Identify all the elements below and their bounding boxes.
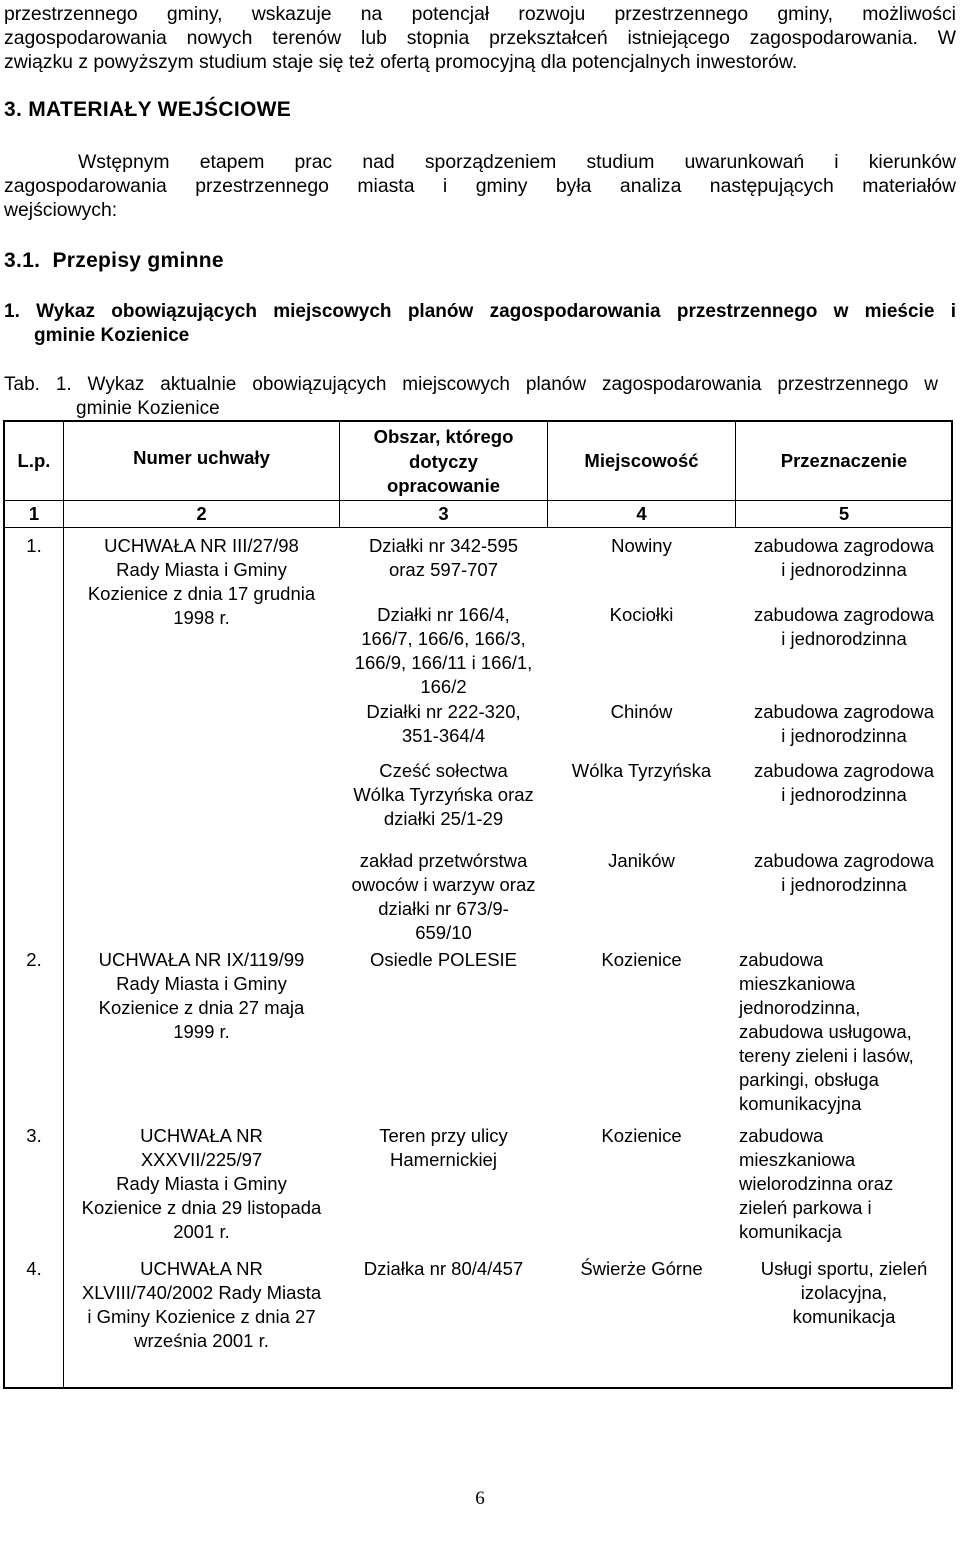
column-number: 5 (838, 503, 850, 524)
row-1c-area-line-1: Działki nr 222-320, (366, 701, 521, 722)
row-2-purpose-line-5: tereny zieleni i lasów, (739, 1045, 914, 1066)
row-3-locality: Kozienice (601, 1125, 682, 1146)
row-4-purpose-line-2: izolacyjna, (800, 1282, 888, 1303)
row-1e-purpose-line-1: zabudowa zagrodowa (754, 850, 934, 871)
row-1a-purpose-line-2: i jednorodzinna (781, 559, 907, 580)
row-1a-area-line-2: oraz 597-707 (388, 559, 499, 580)
row-1a-purpose-line-1: zabudowa zagrodowa (754, 535, 934, 556)
row-1d-purpose-line-2: i jednorodzinna (781, 784, 907, 805)
row-1b-purpose-line-1: zabudowa zagrodowa (754, 604, 934, 625)
row-2-locality: Kozienice (601, 949, 682, 970)
row-3-purpose-line-1: zabudowa (739, 1125, 824, 1146)
row-2-purpose-line-6: parkingi, obsługa (739, 1069, 879, 1090)
header-obszar-line-2: dotyczy (409, 451, 478, 472)
row-4-lp: 4. (26, 1258, 42, 1279)
row-2-purpose-line-1: zabudowa (739, 949, 824, 970)
row-3-resolution-line-4: Kozienice z dnia 29 listopada (81, 1197, 322, 1218)
header-obszar-line-1: Obszar, którego (373, 426, 514, 447)
row-1b-purpose-line-2: i jednorodzinna (781, 628, 907, 649)
row-1b-area-line-2: 166/7, 166/6, 166/3, (361, 628, 526, 649)
row-4-resolution-line-2: XLVIII/740/2002 Rady Miasta (81, 1282, 322, 1303)
row-2-resolution-line-1: UCHWAŁA NR IX/119/99 (98, 949, 305, 970)
row-4-resolution-line-1: UCHWAŁA NR (140, 1258, 263, 1279)
row-4-area: Działka nr 80/4/457 (363, 1258, 524, 1279)
list-item-line-2: gminie Kozienice (34, 325, 190, 346)
section3-line-2: zagospodarowania przestrzennego miasta i gminy była analiza następujących materiałów (4, 175, 956, 197)
row-divider (3, 500, 953, 501)
section-heading: 3. MATERIAŁY WEJŚCIOWE (4, 98, 292, 121)
row-2-lp: 2. (26, 949, 42, 970)
row-2-purpose-line-2: mieszkaniowa (739, 973, 856, 994)
row-2-area: Osiedle POLESIE (369, 949, 518, 970)
row-1b-area-line-3: 166/9, 166/11 i 166/1, (354, 652, 533, 673)
row-1b-area-line-1: Działki nr 166/4, (377, 604, 510, 625)
row-3-purpose-line-3: wielorodzinna oraz (739, 1173, 894, 1194)
intro-line-1: przestrzennego gminy, wskazuje na potencjał rozwoju przestrzennego gminy, możliwości (4, 3, 956, 25)
row-3-purpose-line-4: zieleń parkowa i (739, 1197, 872, 1218)
row-1d-area-line-1: Cześć sołectwa (379, 760, 508, 781)
row-3-area-line-2: Hamernickiej (390, 1149, 497, 1170)
row-1b-locality: Kociołki (609, 604, 674, 625)
table-caption-line-1: Tab. 1. Wykaz aktualnie obowiązujących miejscowych planów zagospodarowania przestrzennego w (4, 374, 938, 395)
header-lp: L.p. (17, 450, 51, 471)
row-1d-purpose-line-1: zabudowa zagrodowa (754, 760, 934, 781)
column-number: 2 (196, 503, 207, 524)
row-1e-area-line-1: zakład przetwórstwa (359, 850, 528, 871)
row-4-purpose-line-1: Usługi sportu, zieleń (760, 1258, 928, 1279)
row-3-lp: 3. (26, 1125, 42, 1146)
row-1c-area-line-2: 351-364/4 (401, 725, 486, 746)
list-item-line-1: 1. Wykaz obowiązujących miejscowych planów zagospodarowania przestrzennego w mieście i (4, 301, 956, 322)
row-1-lp: 1. (26, 535, 42, 556)
row-1d-locality: Wólka Tyrzyńska (571, 760, 712, 781)
subsection-heading: 3.1. Przepisy gminne (4, 249, 224, 272)
row-1e-area-line-3: działki nr 673/9- (378, 898, 509, 919)
row-2-resolution-line-3: Kozienice z dnia 27 maja (98, 997, 305, 1018)
row-1e-area-line-2: owoców i warzyw oraz (351, 874, 536, 895)
row-1-resolution-line-1: UCHWAŁA NR III/27/98 (104, 535, 299, 556)
row-4-locality: Świerże Górne (580, 1258, 703, 1279)
column-number: 3 (438, 503, 449, 524)
header-obszar-line-3: opracowanie (386, 475, 501, 496)
header-miejscowosc: Miejscowość (584, 450, 699, 471)
row-1-resolution-line-3: Kozienice z dnia 17 grudnia (87, 583, 316, 604)
header-przeznaczenie: Przeznaczenie (780, 450, 908, 471)
row-3-resolution-line-2: XXXVII/225/97 (140, 1149, 263, 1170)
row-3-resolution-line-1: UCHWAŁA NR (140, 1125, 263, 1146)
row-2-purpose-line-3: jednorodzinna, (739, 997, 861, 1018)
row-3-resolution-line-3: Rady Miasta i Gminy (116, 1173, 287, 1194)
row-1e-purpose-line-2: i jednorodzinna (781, 874, 907, 895)
section3-line-3: wejściowych: (4, 199, 118, 221)
row-3-purpose-line-5: komunikacja (739, 1221, 842, 1242)
row-4-resolution-line-4: września 2001 r. (134, 1330, 269, 1351)
intro-line-3: związku z powyższym studium staje się też ofertą promocyjną dla potencjalnych inwestorów. (4, 51, 798, 73)
row-3-purpose-line-2: mieszkaniowa (739, 1149, 856, 1170)
row-1a-area-line-1: Działki nr 342-595 (368, 535, 519, 556)
row-2-resolution-line-4: 1999 r. (173, 1021, 230, 1042)
row-1-resolution-line-4: 1998 r. (173, 607, 230, 628)
row-2-purpose-line-4: zabudowa usługowa, (739, 1021, 912, 1042)
row-4-purpose-line-3: komunikacja (792, 1306, 896, 1327)
row-1b-area-line-4: 166/2 (420, 676, 467, 697)
row-2-resolution-line-2: Rady Miasta i Gminy (116, 973, 287, 994)
header-numer-uchwaly: Numer uchwały (133, 447, 270, 468)
row-1d-area-line-3: działki 25/1-29 (383, 808, 504, 829)
row-1e-locality: Janików (608, 850, 675, 871)
row-1c-purpose-line-1: zabudowa zagrodowa (754, 701, 934, 722)
column-number: 4 (636, 503, 647, 524)
row-3-resolution-line-5: 2001 r. (173, 1221, 230, 1242)
row-4-resolution-line-3: i Gminy Kozienice z dnia 27 (87, 1306, 316, 1327)
page-number: 6 (475, 1488, 485, 1509)
row-3-area-line-1: Teren przy ulicy (379, 1125, 508, 1146)
section3-line-1: Wstępnym etapem prac nad sporządzeniem studium uwarunkowań i kierunków (78, 151, 956, 173)
row-1a-locality: Nowiny (611, 535, 672, 556)
row-1c-locality: Chinów (610, 701, 673, 722)
row-1c-purpose-line-2: i jednorodzinna (781, 725, 907, 746)
table-caption-line-2: gminie Kozienice (76, 398, 220, 419)
column-number: 1 (28, 503, 40, 524)
row-1e-area-line-4: 659/10 (415, 922, 472, 943)
row-divider (3, 527, 953, 528)
row-2-purpose-line-7: komunikacyjna (739, 1093, 862, 1114)
intro-line-2: zagospodarowania nowych terenów lub stopnia przekształceń istniejącego zagospodarowania. W (4, 27, 956, 49)
row-1-resolution-line-2: Rady Miasta i Gminy (116, 559, 287, 580)
row-1d-area-line-2: Wólka Tyrzyńska oraz (353, 784, 534, 805)
